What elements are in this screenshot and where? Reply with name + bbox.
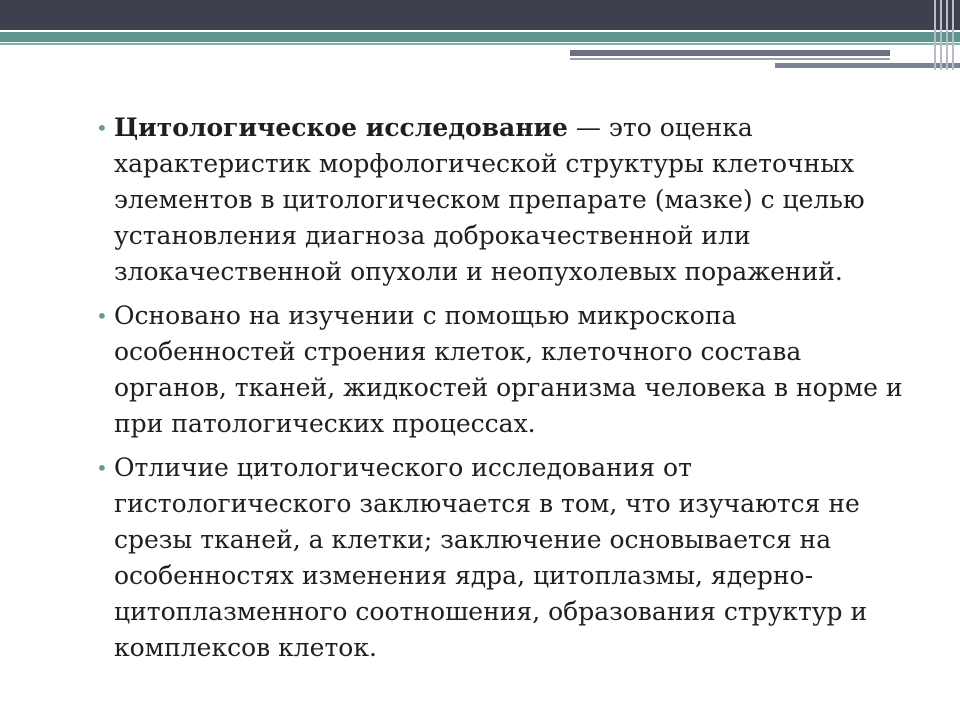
header-accent-bar xyxy=(0,32,960,42)
header-accent-line xyxy=(0,43,960,45)
bullet-item xyxy=(96,110,916,290)
bullet-icon: • xyxy=(96,456,108,480)
bullet-text: Отличие цитологического исследования от гистологического заключается в том, что изучаются не срезы тканей, а клетки; заключение основывается на особенностях изменения ядра, цитоплазмы, ядерно-цитоплазменного соотношения, образования структур и комплексов клеток. xyxy=(114,453,868,662)
decor-line xyxy=(570,58,890,60)
slide-body xyxy=(96,110,916,674)
bullet-item xyxy=(96,298,916,442)
header-band xyxy=(0,0,960,30)
decor-bar xyxy=(570,50,890,56)
bullet-icon: • xyxy=(96,304,108,328)
bullet-item xyxy=(96,450,916,666)
bullet-text: — это оценка характеристик морфологической структуры клеточных элементов в цитологическом препарате (мазке) с целью установления диагноза доброкачественной или злокачественной опухоли и неопухолевых поражений. xyxy=(114,113,865,286)
bullet-text: Основано на изучении с помощью микроскопа особенностей строения клеток, клеточного состава органов, тканей, жидкостей организма человека в норме и при патологических процессах. xyxy=(114,301,903,438)
decor-stripes xyxy=(930,0,960,70)
bullet-icon: • xyxy=(96,116,108,140)
bullet-term: Цитологическое исследование xyxy=(114,113,568,142)
